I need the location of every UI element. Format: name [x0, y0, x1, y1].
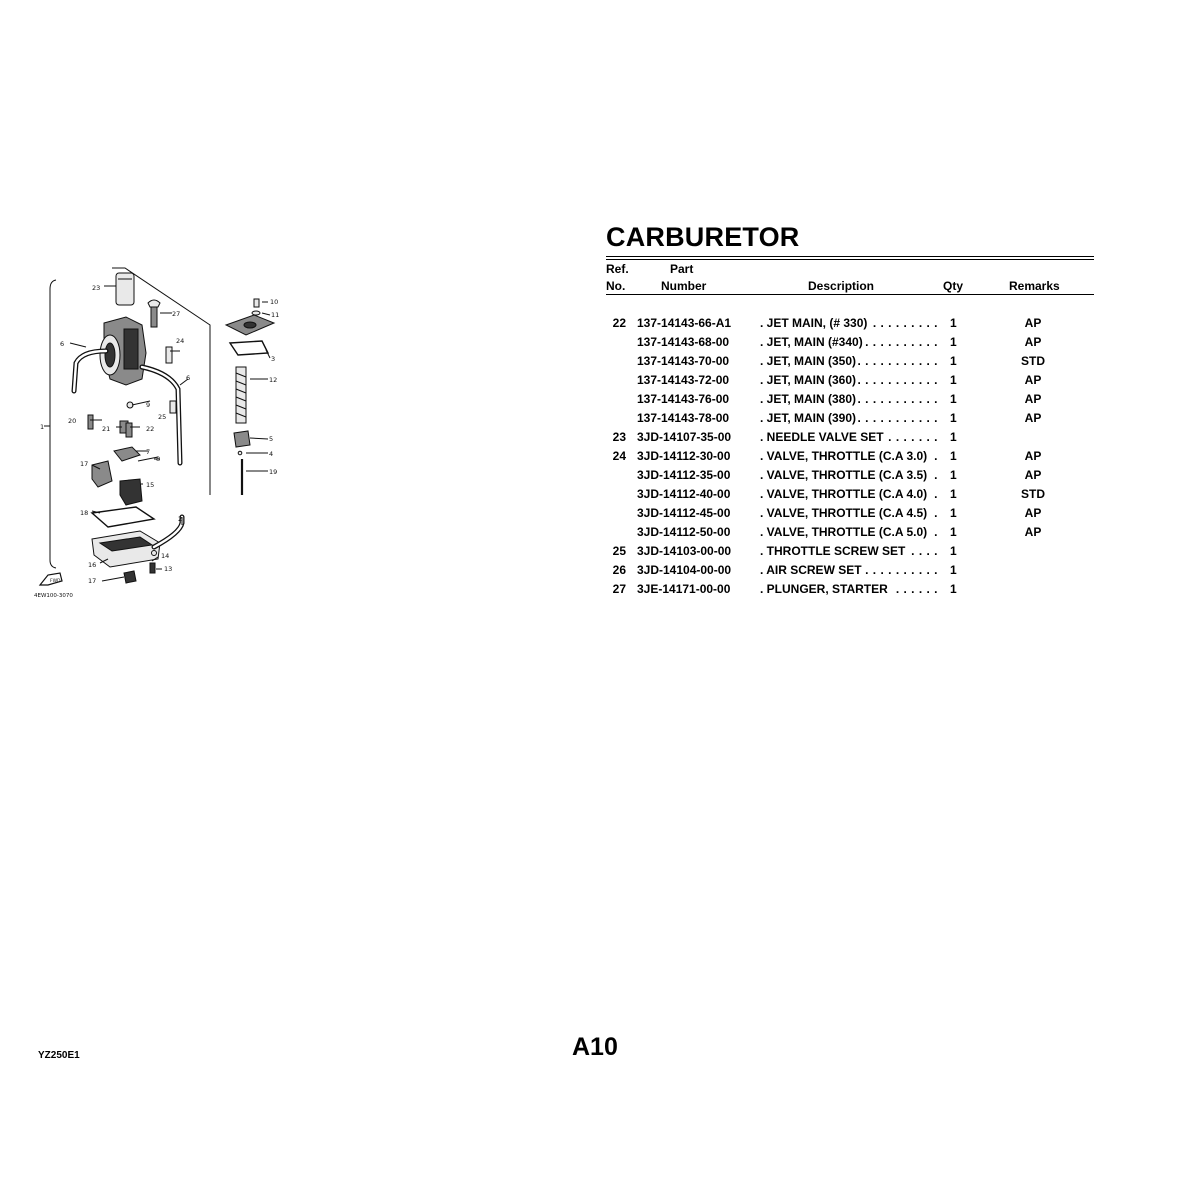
part-number: 3JE-14171-00-00 — [637, 582, 731, 596]
part-description: . AIR SCREW SET — [760, 563, 862, 577]
callout-2: 2 — [178, 515, 183, 523]
header-ref-line1: Ref. — [606, 262, 629, 276]
leader-dots: . — [934, 487, 938, 501]
part-remarks: STD — [1021, 487, 1045, 501]
leader-dots: . — [934, 525, 938, 539]
callout-6-right: 6 — [186, 374, 191, 382]
part-remarks: AP — [1024, 392, 1042, 406]
throttle-valve-part — [116, 273, 134, 305]
ref-number: 23 — [612, 430, 626, 444]
callout-14: 14 — [161, 552, 170, 560]
part-description: . JET, MAIN (380) — [760, 392, 857, 406]
figure-code: 4EW100-3070 — [34, 593, 73, 599]
table-row — [0, 409, 1200, 428]
part-number: 3JD-14104-00-00 — [637, 563, 732, 577]
callout-23: 22 — [146, 425, 155, 433]
ref-number: 24 — [612, 449, 626, 463]
table-row — [0, 428, 1200, 447]
part-description: . JET, MAIN (390) — [760, 411, 857, 425]
leader-dots: . . . . . . . . . . — [865, 335, 938, 349]
part-remarks: AP — [1024, 316, 1042, 330]
part-qty: 1 — [950, 544, 957, 558]
callout-9: 9 — [146, 401, 151, 409]
callout-18: 17 — [80, 460, 89, 468]
part-qty: 1 — [950, 354, 957, 368]
ref-number: 22 — [612, 316, 626, 330]
header-description: Description — [808, 279, 875, 293]
callout-13: 13 — [164, 565, 173, 573]
callout-3: 3 — [271, 355, 276, 363]
part-qty: 1 — [950, 392, 957, 406]
part-description: . VALVE, THROTTLE (C.A 5.0) — [760, 525, 928, 539]
table-row — [0, 447, 1200, 466]
part-qty: 1 — [950, 373, 957, 387]
part-qty: 1 — [950, 468, 957, 482]
table-row — [0, 466, 1200, 485]
leader-dots: . . . . . . . . . . . — [857, 392, 938, 406]
leader-dots: . . . . . . . . . . — [865, 563, 938, 577]
part-qty: 1 — [950, 449, 957, 463]
part-number: 137-14143-68-00 — [637, 335, 730, 349]
callout-5: 5 — [269, 435, 274, 443]
callout-10: 10 — [270, 298, 279, 306]
part-remarks: AP — [1024, 525, 1042, 539]
callout-12: 12 — [269, 376, 278, 384]
ref-number: 27 — [612, 582, 626, 596]
title-rule-upper — [606, 256, 1094, 257]
part-description: . VALVE, THROTTLE (C.A 4.0) — [760, 487, 928, 501]
part-number: 3JD-14112-50-00 — [637, 525, 731, 539]
top-screw-part — [254, 299, 259, 307]
leader-dots: . . . . . . . — [888, 430, 938, 444]
table-row — [0, 314, 1200, 333]
table-row — [0, 523, 1200, 542]
part-number: 137-14143-78-00 — [637, 411, 730, 425]
table-row — [0, 580, 1200, 599]
part-number: 137-14143-76-00 — [637, 392, 730, 406]
table-row — [0, 333, 1200, 352]
callout-7: 7 — [146, 448, 151, 456]
table-row — [0, 504, 1200, 523]
header-rule — [606, 294, 1094, 295]
page-number: A10 — [572, 1033, 618, 1061]
header-qty: Qty — [943, 279, 964, 293]
table-row — [0, 390, 1200, 409]
part-description: . VALVE, THROTTLE (C.A 4.5) — [760, 506, 928, 520]
callout-6-left: 6 — [60, 340, 65, 348]
leader-dots: . . . . . . . . . . . — [857, 373, 938, 387]
callout-17: 17 — [88, 577, 97, 585]
part-remarks: AP — [1024, 335, 1042, 349]
part-description: . JET MAIN, (# 330) — [760, 316, 868, 330]
part-description: . THROTTLE SCREW SET — [760, 544, 906, 558]
leader-dots: . . . . — [911, 544, 938, 558]
part-number: 3JD-14112-40-00 — [637, 487, 731, 501]
callout-15: 15 — [146, 481, 155, 489]
part-description: . VALVE, THROTTLE (C.A 3.0) — [760, 449, 928, 463]
callout-27: 27 — [172, 310, 181, 318]
callout-11: 11 — [271, 311, 280, 319]
part-remarks: AP — [1024, 468, 1042, 482]
leader-dots: . . . . . . . . . . . — [857, 354, 938, 368]
title-rule-lower — [606, 259, 1094, 260]
part-number: 3JD-14112-30-00 — [637, 449, 731, 463]
table-row — [0, 352, 1200, 371]
part-number: 3JD-14107-35-00 — [637, 430, 732, 444]
part-remarks: AP — [1024, 506, 1042, 520]
callout-22: 21 — [102, 425, 111, 433]
part-description: . JET, MAIN (350) — [760, 354, 857, 368]
part-description: . VALVE, THROTTLE (C.A 3.5) — [760, 468, 928, 482]
part-qty: 1 — [950, 563, 957, 577]
part-qty: 1 — [950, 525, 957, 539]
callout-25: 24 — [176, 337, 185, 345]
part-qty: 1 — [950, 506, 957, 520]
part-description: . JET, MAIN (#340) — [760, 335, 863, 349]
table-row — [0, 542, 1200, 561]
ref-number: 26 — [612, 563, 626, 577]
header-part-line2: Number — [661, 279, 707, 293]
callout-8: 8 — [156, 455, 161, 463]
part-number: 3JD-14112-45-00 — [637, 506, 731, 520]
leader-dots: . . . . . . . . . — [872, 316, 938, 330]
callout-4: 4 — [269, 450, 274, 458]
leader-dots: . — [934, 506, 938, 520]
part-remarks: AP — [1024, 449, 1042, 463]
part-qty: 1 — [950, 430, 957, 444]
table-row — [0, 485, 1200, 504]
part-remarks: AP — [1024, 373, 1042, 387]
part-qty: 1 — [950, 487, 957, 501]
table-row — [0, 561, 1200, 580]
callout-26: 25 — [158, 413, 167, 421]
part-description: . JET, MAIN (360) — [760, 373, 857, 387]
ref-number: 25 — [612, 544, 626, 558]
header-remarks: Remarks — [1009, 279, 1060, 293]
part-qty: 1 — [950, 411, 957, 425]
part-number: 137-14143-72-00 — [637, 373, 730, 387]
callout-24: 23 — [92, 284, 101, 292]
part-number: 3JD-14103-00-00 — [637, 544, 732, 558]
starter-plunger-head — [148, 300, 160, 307]
callout-16: 16 — [88, 561, 97, 569]
part-number: 3JD-14112-35-00 — [637, 468, 731, 482]
model-code: YZ250E1 — [38, 1050, 80, 1061]
leader-dots: . . . . . . — [895, 582, 938, 596]
part-qty: 1 — [950, 316, 957, 330]
table-row — [0, 371, 1200, 390]
part-remarks: STD — [1021, 354, 1045, 368]
part-remarks: AP — [1024, 411, 1042, 425]
part-qty: 1 — [950, 582, 957, 596]
part-description: . PLUNGER, STARTER — [760, 582, 888, 596]
header-ref-line2: No. — [606, 279, 626, 293]
callout-1: 1 — [40, 423, 45, 431]
part-description: . NEEDLE VALVE SET — [760, 430, 884, 444]
page-title: CARBURETOR — [606, 222, 800, 252]
leader-dots: . — [934, 449, 938, 463]
part-qty: 1 — [950, 335, 957, 349]
callout-19: 18 — [80, 509, 89, 517]
leader-dots: . — [934, 468, 938, 482]
part-number: 137-14143-70-00 — [637, 354, 730, 368]
callout-21: 20 — [68, 417, 77, 425]
callout-20: 19 — [269, 468, 278, 476]
part-number: 137-14143-66-A1 — [637, 316, 732, 330]
leader-dots: . . . . . . . . . . . — [857, 411, 938, 425]
forward-arrow-label: FWD — [50, 579, 61, 584]
header-part-line1: Part — [670, 262, 694, 276]
